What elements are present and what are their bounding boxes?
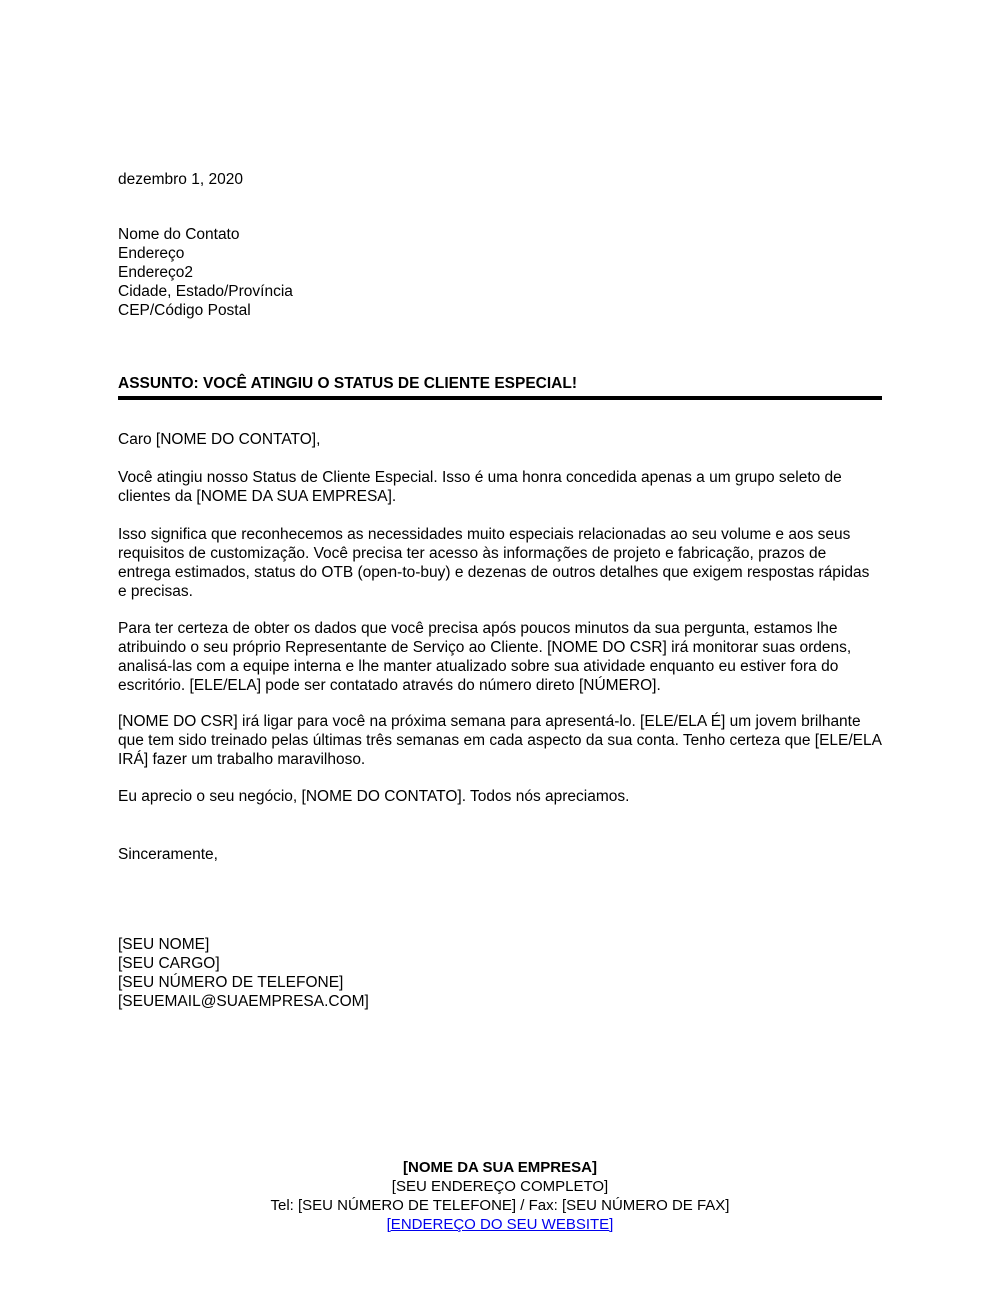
greeting: Caro [NOME DO CONTATO], xyxy=(118,431,321,448)
signature-block xyxy=(118,935,882,1011)
body-paragraph-5: Eu aprecio o seu negócio, [NOME DO CONTATO]. Todos nós apreciamos. xyxy=(118,788,630,805)
subject-section xyxy=(118,374,882,400)
sender-email: [SEUEMAIL@SUAEMPRESA.COM] xyxy=(118,993,369,1010)
footer-phone-fax: Tel: [SEU NÚMERO DE TELEFONE] / Fax: [SEU NÚMERO DE FAX] xyxy=(270,1197,730,1214)
recipient-address-1: Endereço xyxy=(118,245,185,262)
recipient-address-block xyxy=(118,225,882,320)
sender-name: [SEU NOME] xyxy=(118,936,210,953)
footer-company-address: [SEU ENDEREÇO COMPLETO] xyxy=(391,1178,609,1195)
body-paragraph-1: Você atingiu nosso Status de Cliente Especial. Isso é uma honra concedida apenas a um grupo seleto de clientes da [NOME DA SUA EMPRESA]. xyxy=(118,469,842,505)
closing-salutation: Sinceramente, xyxy=(118,846,218,863)
sender-title: [SEU CARGO] xyxy=(118,955,220,972)
recipient-city-state: Cidade, Estado/Província xyxy=(118,283,293,300)
sender-phone: [SEU NÚMERO DE TELEFONE] xyxy=(118,974,344,991)
body-paragraph-2: Isso significa que reconhecemos as necessidades muito especiais relacionadas ao seu volume e aos seus requisitos de customização. Você precisa ter acesso às informações de projeto e fabricação, prazos de entrega estimados, status do OTB (open-to-buy) e dezenas de outros detalhes que exigem respostas rápidas e precisas. xyxy=(118,526,870,600)
body-paragraph-3: Para ter certeza de obter os dados que você precisa após poucos minutos da sua pergunta, estamos lhe atribuindo o seu próprio Representante de Serviço ao Cliente. [NOME DO CSR] irá monitorar suas ordens, analisá-las com a equipe interna e lhe manter atualizado sobre sua atividade enquanto eu estiver fora do escritório. [ELE/ELA] pode ser contatado através do número direto [NÚMERO]. xyxy=(118,620,852,694)
body-paragraph-4: [NOME DO CSR] irá ligar para você na próxima semana para apresentá-lo. [ELE/ELA É] um jovem brilhante que tem sido treinado pelas últimas três semanas em cada aspecto da sua conta. Tenho certeza que [ELE/ELA IRÁ] fazer um trabalho maravilhoso. xyxy=(118,713,882,768)
recipient-name: Nome do Contato xyxy=(118,226,240,243)
recipient-postal-code: CEP/Código Postal xyxy=(118,302,251,319)
letter-date: dezembro 1, 2020 xyxy=(118,171,243,188)
letter-footer xyxy=(0,1158,1000,1234)
footer-website-link[interactable]: [ENDEREÇO DO SEU WEBSITE] xyxy=(386,1216,614,1233)
recipient-address-2: Endereço2 xyxy=(118,264,193,281)
footer-company-name: [NOME DA SUA EMPRESA] xyxy=(403,1159,597,1176)
subject-divider-rule xyxy=(118,396,882,400)
subject-line: ASSUNTO: VOCÊ ATINGIU O STATUS DE CLIENTE ESPECIAL! xyxy=(118,375,577,392)
